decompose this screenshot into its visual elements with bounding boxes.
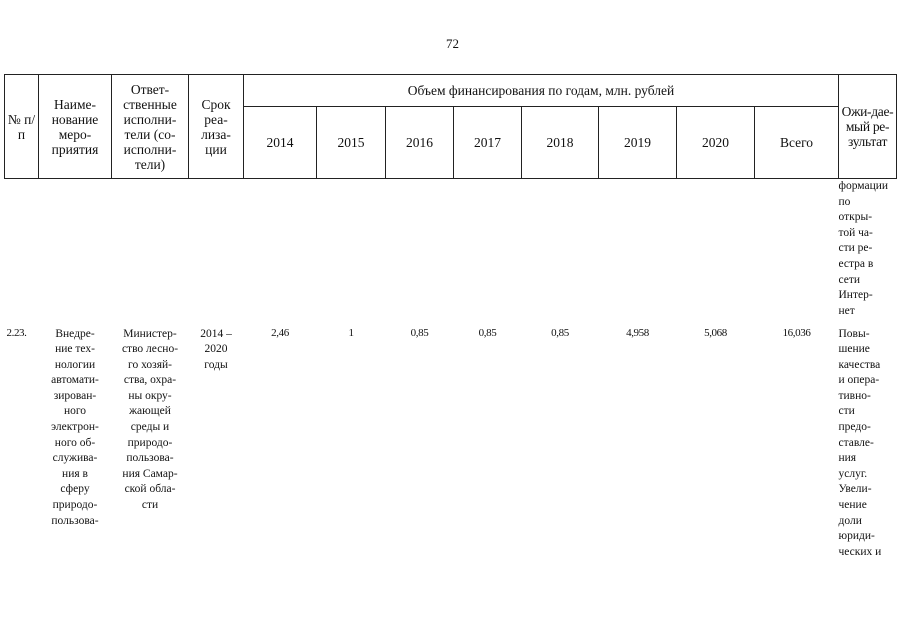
text-line: годы <box>204 358 228 371</box>
row-value-2020: 5,068 <box>704 326 727 339</box>
funding-table <box>4 74 897 560</box>
header-year-2014: 2014 <box>244 107 317 179</box>
text-line: природо- <box>52 499 98 512</box>
row-value-2018: 0,85 <box>551 326 569 339</box>
row-measure-name <box>39 327 112 561</box>
text-line: предо- <box>838 421 871 434</box>
row-value-2019: 4,958 <box>626 326 649 339</box>
row-term <box>189 327 244 561</box>
text-line: шение <box>838 343 870 356</box>
text-line: сти <box>141 499 159 512</box>
header-total: Всего <box>755 107 839 179</box>
text-line: автомати- <box>51 374 99 387</box>
text-line: го хозяй- <box>128 358 172 371</box>
text-line: Повы- <box>838 327 870 340</box>
continuation-row <box>5 179 897 327</box>
header-responsible: Ответ-ственные исполни-тели (со-исполни-тели) <box>112 75 189 179</box>
row-number: 2.23. <box>6 326 27 339</box>
text-line: ства, охра- <box>123 374 177 387</box>
header-year-2016: 2016 <box>386 107 454 179</box>
header-year-2019: 2019 <box>599 107 677 179</box>
header-measure-name: Наиме-нование меро-приятия <box>39 75 112 179</box>
header-year-2015: 2015 <box>317 107 386 179</box>
text-line: чение <box>838 499 867 512</box>
text-line: природо- <box>127 436 173 449</box>
text-line: качества <box>838 358 881 371</box>
text-line: ния <box>838 452 857 465</box>
header-number: № п/п <box>5 75 39 179</box>
text-line: естра в <box>838 257 874 270</box>
row-value-2015: 1 <box>348 326 354 339</box>
text-line: служива- <box>52 452 98 465</box>
row-result <box>839 327 897 561</box>
text-line: Внедре- <box>55 327 95 340</box>
text-line: Интер- <box>838 289 873 302</box>
text-line: Министер- <box>123 327 177 340</box>
row-value-2017: 0,85 <box>478 326 497 339</box>
text-line: пользова- <box>126 452 174 465</box>
text-line: юриди- <box>838 530 875 543</box>
page-number: 72 <box>446 36 459 51</box>
text-line: тивно- <box>838 389 871 402</box>
text-line: зирован- <box>53 389 97 402</box>
text-line: сти <box>838 405 855 418</box>
text-line: ние тех- <box>55 343 95 356</box>
text-line: 2020 <box>204 343 228 356</box>
text-line: ство лесно- <box>121 343 179 356</box>
text-line: жающей <box>129 405 171 418</box>
header-year-2020: 2020 <box>677 107 755 179</box>
text-line: ческих и <box>838 545 882 558</box>
row-responsible <box>112 327 189 561</box>
text-line: Увели- <box>838 483 872 496</box>
header-funding: Объем финансирования по годам, млн. рублей <box>244 75 839 107</box>
text-line: ны окру- <box>128 389 172 402</box>
text-line: той ча- <box>838 226 873 239</box>
text-line: 2014 – <box>200 327 232 340</box>
text-line: пользова- <box>51 514 99 527</box>
text-line: ного <box>63 405 87 418</box>
text-line: ния в <box>62 467 88 480</box>
text-line: откры- <box>838 211 873 224</box>
text-line: услуг. <box>838 467 868 480</box>
text-line: ской обла- <box>124 483 176 496</box>
text-line: нологии <box>54 358 96 371</box>
table-row <box>5 327 897 561</box>
text-line: электрон- <box>51 421 99 434</box>
header-term: Срок реа-лиза-ции <box>189 75 244 179</box>
text-line: ния Самар- <box>122 467 178 480</box>
text-line: сти ре- <box>838 242 873 255</box>
text-line: и опера- <box>838 374 880 387</box>
row-value-2016: 0,85 <box>410 326 429 339</box>
row-value-2014: 2,46 <box>271 326 289 339</box>
text-line: ного об- <box>54 436 96 449</box>
row-value-total: 16,036 <box>782 326 811 339</box>
text-line: сферу <box>60 483 90 496</box>
header-year-2018: 2018 <box>522 107 599 179</box>
header-result: Ожи-дае-мый ре-зультат <box>839 75 897 179</box>
text-line: нет <box>838 304 855 317</box>
text-line: доли <box>838 514 862 527</box>
text-line: среды и <box>130 421 170 434</box>
continuation-result <box>839 179 897 327</box>
text-line: формации по <box>838 180 889 208</box>
text-line: ставле- <box>838 436 874 449</box>
text-line: сети <box>838 273 861 286</box>
header-year-2017: 2017 <box>454 107 522 179</box>
